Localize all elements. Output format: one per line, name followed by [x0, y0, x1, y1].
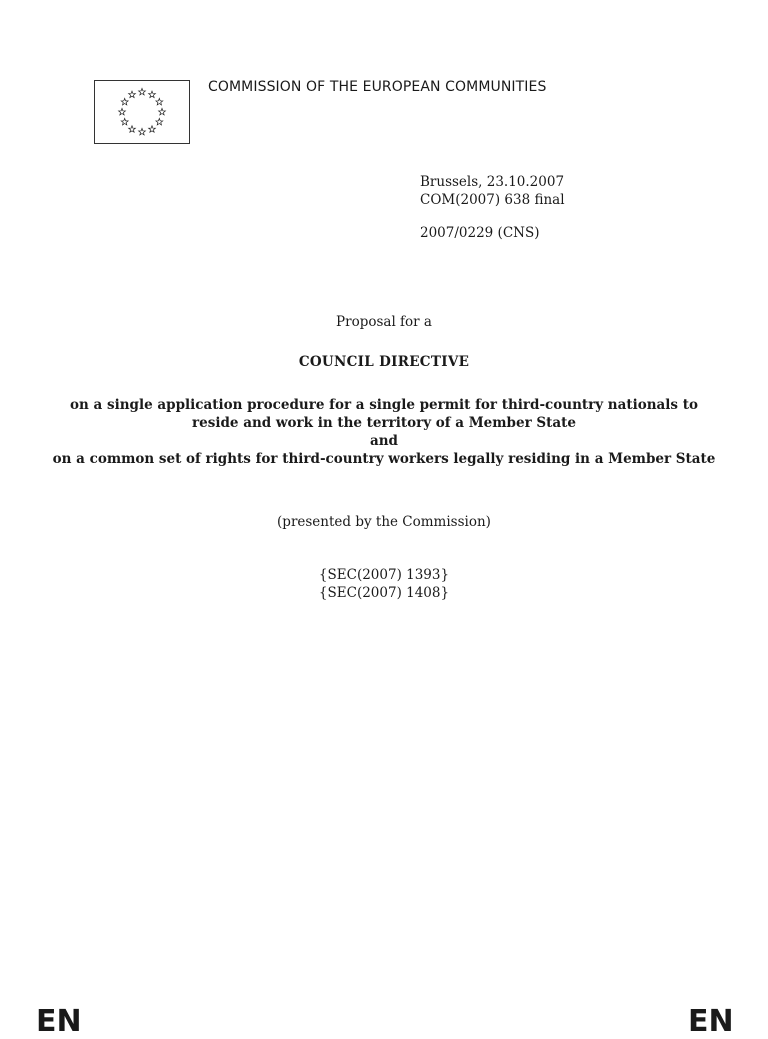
eu-stars-circle: [95, 81, 189, 143]
subject-line: reside and work in the territory of a Member State: [192, 415, 576, 431]
star-icon: [129, 91, 136, 98]
star-icon: [121, 118, 128, 125]
star-icon: [159, 108, 166, 115]
place-date: Brussels, 23.10.2007: [420, 174, 565, 190]
eu-flag-icon: [94, 80, 190, 144]
reference-block: [420, 173, 565, 242]
star-icon: [119, 108, 126, 115]
sec-references: [0, 566, 768, 602]
sec-reference: {SEC(2007) 1408}: [318, 585, 450, 601]
language-code-left: EN: [36, 1004, 82, 1039]
document-title: COUNCIL DIRECTIVE: [298, 354, 470, 370]
star-icon: [149, 91, 156, 98]
subject-line: on a single application procedure for a single permit for third-country nationals to: [70, 397, 698, 413]
com-number: COM(2007) 638 final: [420, 192, 565, 208]
subject-line: on a common set of rights for third-country workers legally residing in a Member State: [52, 451, 716, 467]
proposal-intro: Proposal for a: [336, 314, 432, 330]
sec-reference: {SEC(2007) 1393}: [318, 567, 450, 583]
procedure-number: 2007/0229 (CNS): [420, 225, 540, 241]
directive-subject: [0, 396, 768, 468]
star-icon: [149, 126, 156, 133]
language-code-right: EN: [688, 1004, 734, 1039]
star-icon: [156, 98, 163, 105]
star-icon: [121, 98, 128, 105]
star-icon: [139, 128, 146, 135]
subject-line: and: [369, 433, 398, 449]
presented-by: (presented by the Commission): [277, 514, 491, 530]
star-icon: [156, 118, 163, 125]
star-icon: [129, 126, 136, 133]
institution-name: COMMISSION OF THE EUROPEAN COMMUNITIES: [208, 79, 547, 95]
star-icon: [139, 88, 146, 95]
